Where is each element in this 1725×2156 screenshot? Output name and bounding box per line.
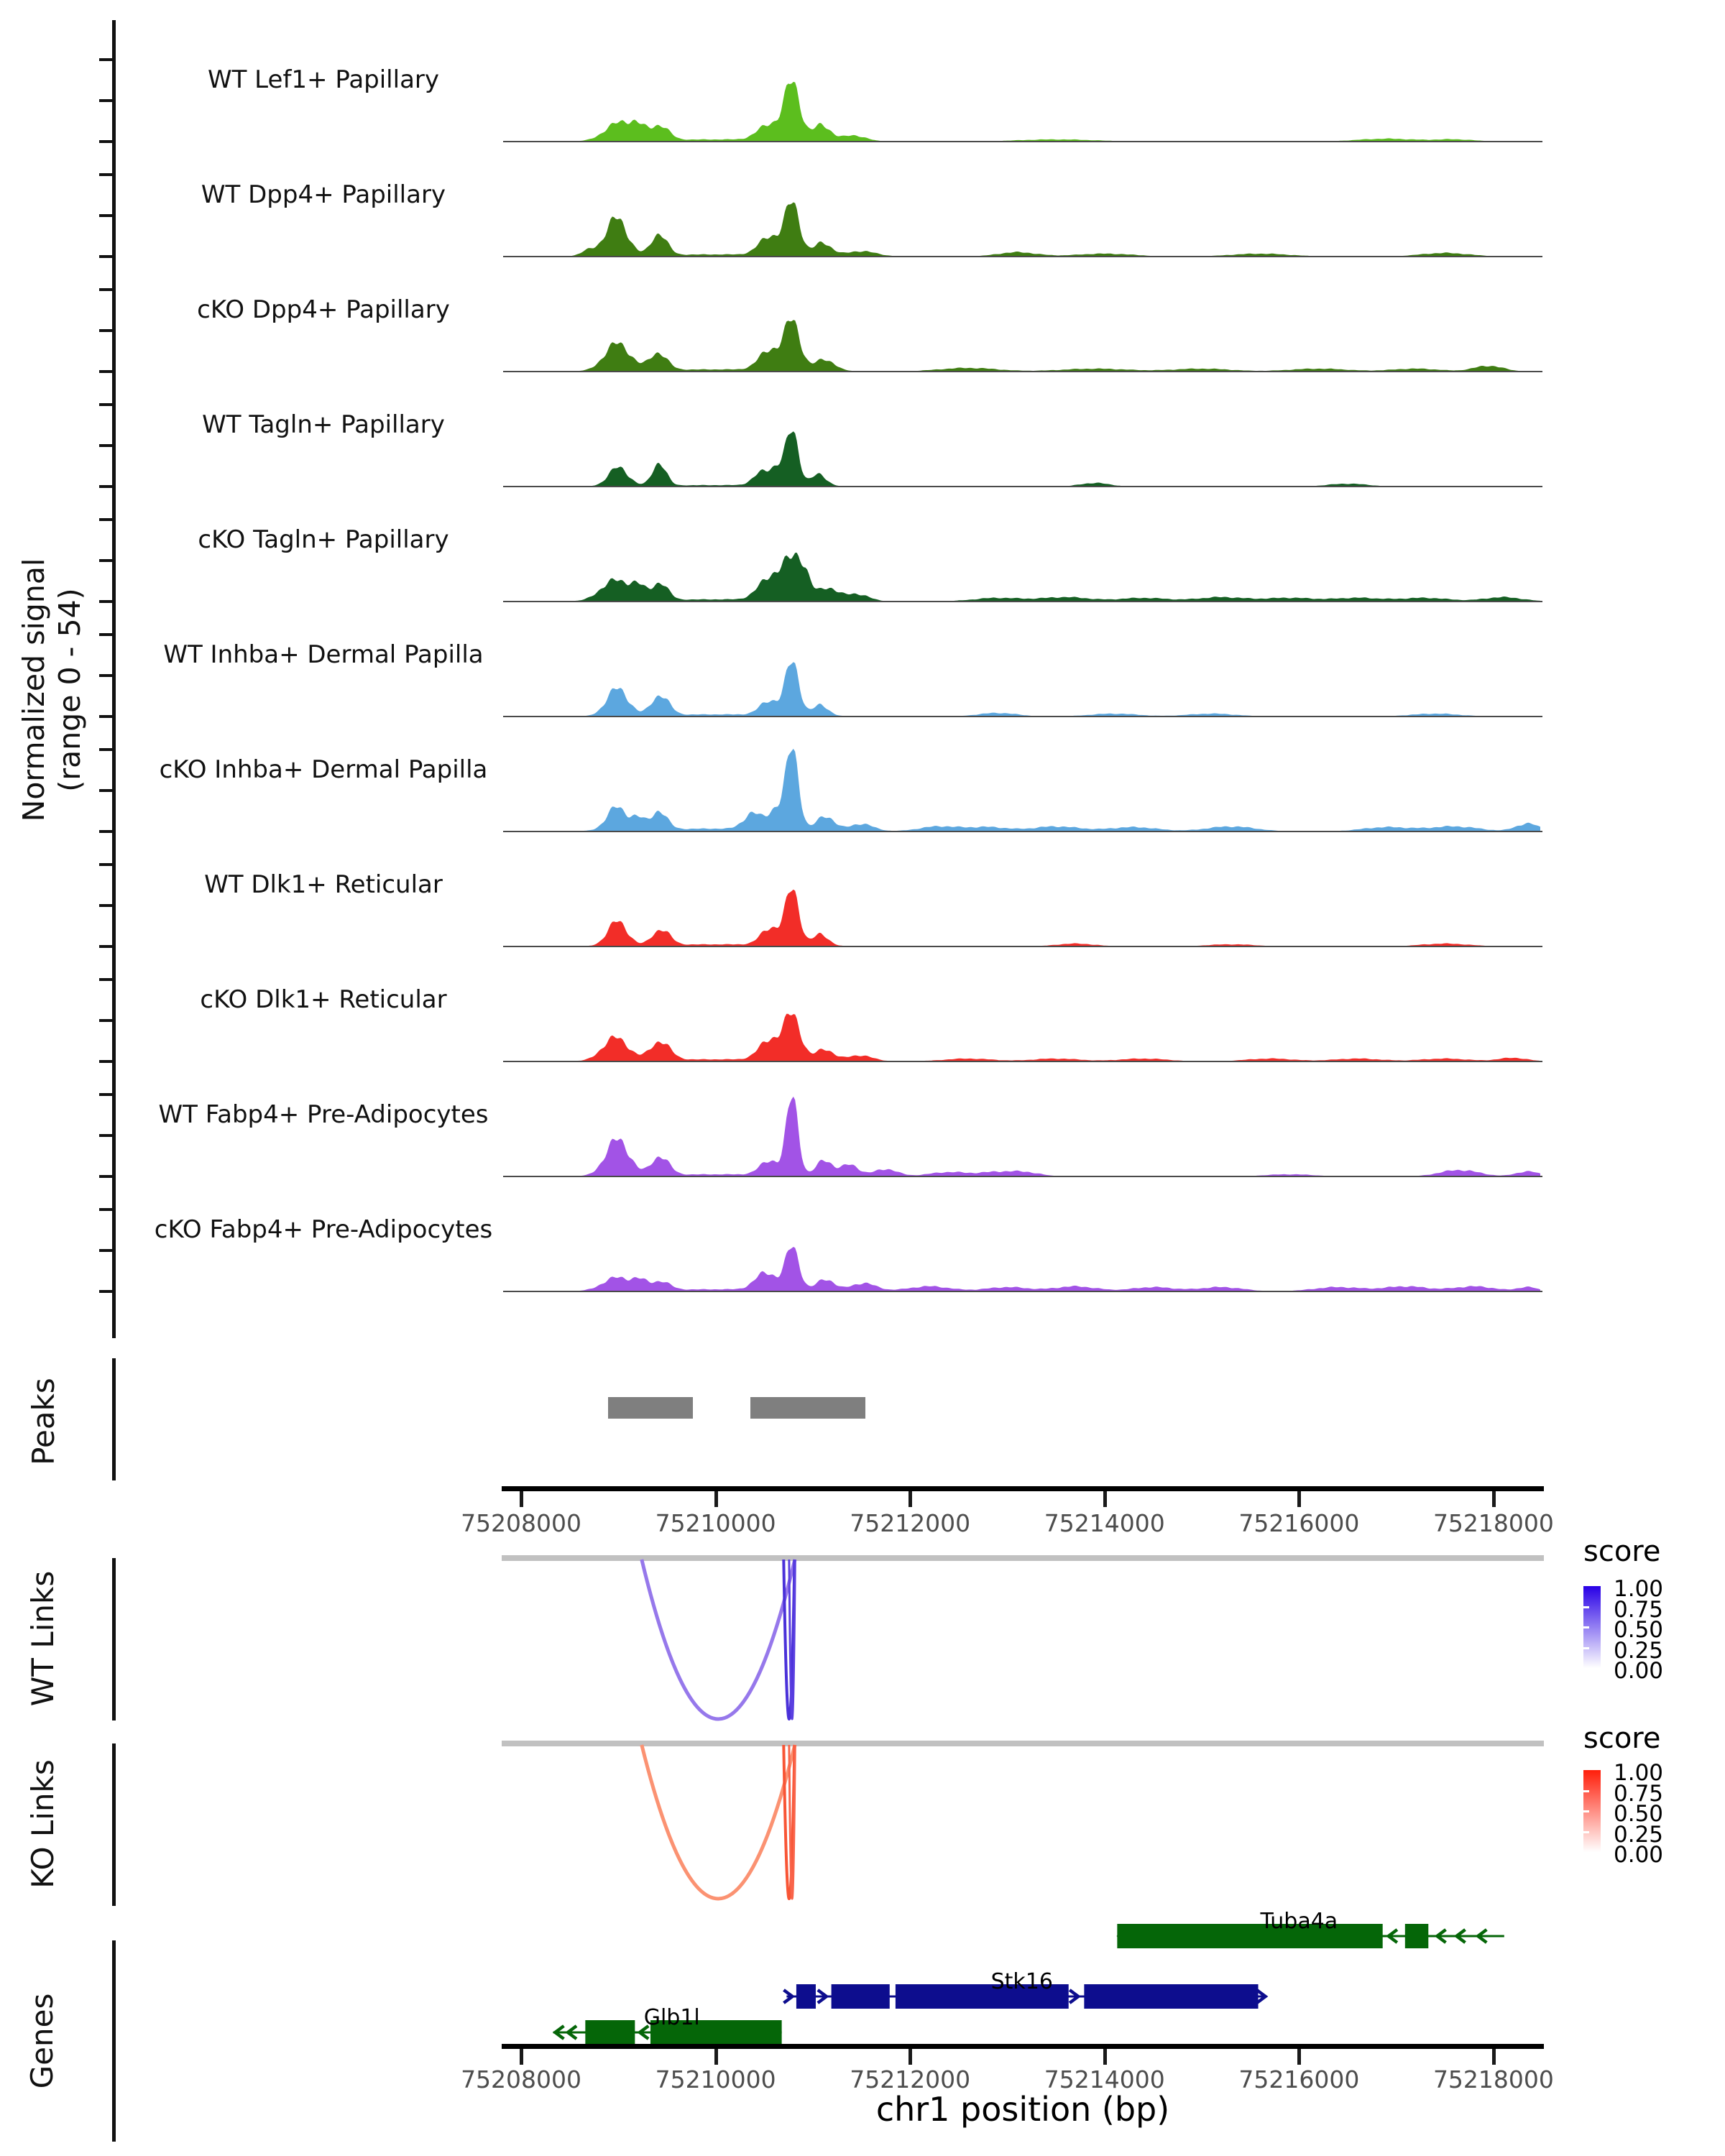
legend-tick <box>1583 1606 1589 1608</box>
y-axis-tick <box>99 370 114 373</box>
coverage-area <box>505 860 1540 946</box>
x-axis-tick-label: 75212000 <box>850 1509 971 1537</box>
y-axis-label <box>16 467 88 913</box>
coverage-area <box>505 170 1540 257</box>
link-arc <box>642 1745 795 1899</box>
wt-links-arcs <box>505 1558 1540 1723</box>
legend-tick <box>1583 1831 1589 1833</box>
legend-tick-label: 0.50 <box>1614 1801 1664 1827</box>
legend-tick-label: 1.00 <box>1614 1760 1664 1786</box>
x-axis-tick <box>520 1491 523 1507</box>
y-axis-tick <box>99 674 114 677</box>
y-axis-tick <box>99 559 114 562</box>
wt-links-axis-line <box>112 1558 116 1720</box>
track-baseline <box>503 141 1542 142</box>
gene-name-label: Stk16 <box>990 1969 1053 1994</box>
y-axis-tick <box>99 1060 114 1063</box>
track-label: WT Tagln+ Papillary <box>202 410 445 439</box>
genes-axis-line <box>112 1940 116 2142</box>
x-axis-tick-label: 75218000 <box>1432 2065 1554 2093</box>
legend-tick-label: 1.00 <box>1614 1576 1664 1602</box>
track-label: WT Dpp4+ Papillary <box>201 180 446 209</box>
coverage-area <box>505 975 1540 1061</box>
track-label: cKO Dlk1+ Reticular <box>200 985 447 1014</box>
track-baseline <box>503 601 1542 602</box>
y-axis-tick <box>99 904 114 907</box>
y-axis-tick <box>99 288 114 291</box>
y-axis-tick <box>99 58 114 61</box>
y-axis-tick <box>99 140 114 143</box>
x-axis-tick-label: 75218000 <box>1432 1509 1554 1537</box>
x-axis-tick <box>714 2049 718 2065</box>
y-axis-tick <box>99 444 114 447</box>
x-axis-tick <box>908 2049 912 2065</box>
coverage-y-axis-line <box>112 20 116 1338</box>
legend-tick-label: 0.50 <box>1614 1617 1664 1643</box>
x-axis-tick-label: 75210000 <box>655 1509 776 1537</box>
x-axis-tick <box>1297 2049 1301 2065</box>
coverage-area <box>505 515 1540 602</box>
coverage-area <box>505 745 1540 831</box>
y-axis-tick <box>99 863 114 866</box>
gene-exon <box>585 2020 635 2045</box>
y-axis-tick <box>99 403 114 406</box>
legend-tick-label: 0.25 <box>1614 1821 1664 1848</box>
legend-tick <box>1583 1810 1589 1812</box>
y-axis-tick <box>99 329 114 332</box>
x-axis-tick-label: 75208000 <box>461 1509 582 1537</box>
peak-interval <box>608 1397 693 1419</box>
ko-links-legend-title: score <box>1583 1722 1661 1755</box>
ko-links-arcs <box>505 1743 1540 1903</box>
track-label: cKO Fabp4+ Pre-Adipocytes <box>154 1215 493 1244</box>
y-axis-label-line2: (range 0 - 54) <box>52 588 87 792</box>
x-axis-tick <box>520 2049 523 2065</box>
legend-tick-label: 0.75 <box>1614 1596 1664 1623</box>
x-axis-bottom-line <box>502 2044 1544 2049</box>
x-axis-tick <box>1103 1491 1107 1507</box>
gene-name-label: Glb1l <box>643 2005 700 2030</box>
y-axis-tick <box>99 1208 114 1211</box>
x-axis-top-line <box>502 1486 1544 1491</box>
peaks-axis-line <box>112 1358 116 1480</box>
coverage-area <box>505 630 1540 717</box>
link-arc <box>642 1560 795 1719</box>
genes-section-label: Genes <box>24 1993 60 2089</box>
y-axis-tick <box>99 830 114 833</box>
y-axis-tick <box>99 1249 114 1252</box>
track-label: cKO Dpp4+ Papillary <box>197 295 450 324</box>
legend-tick-label: 0.00 <box>1614 1842 1664 1868</box>
x-axis-tick-label: 75214000 <box>1044 2065 1165 2093</box>
wt-links-section-label: WT Links <box>24 1570 60 1707</box>
y-axis-tick <box>99 1175 114 1178</box>
gene-exon <box>1117 1924 1382 1948</box>
y-axis-tick <box>99 748 114 751</box>
y-axis-label-line1: Normalized signal <box>17 558 51 822</box>
y-axis-tick <box>99 99 114 102</box>
peaks-section-label: Peaks <box>25 1378 61 1465</box>
legend-tick <box>1583 1790 1589 1792</box>
track-label: cKO Inhba+ Dermal Papilla <box>159 755 488 784</box>
y-axis-tick <box>99 945 114 948</box>
gene-exon <box>1405 1924 1428 1948</box>
track-baseline <box>503 716 1542 717</box>
legend-tick-label: 0.00 <box>1614 1658 1664 1684</box>
peak-interval <box>750 1397 865 1419</box>
coverage-area <box>505 400 1540 487</box>
y-axis-tick <box>99 518 114 521</box>
track-label: cKO Tagln+ Papillary <box>198 525 449 554</box>
x-axis-title: chr1 position (bp) <box>875 2090 1170 2129</box>
track-label: WT Fabp4+ Pre-Adipocytes <box>158 1100 489 1129</box>
y-axis-tick <box>99 1019 114 1022</box>
gene-models <box>505 1904 1540 2048</box>
y-axis-tick <box>99 485 114 488</box>
track-label: WT Lef1+ Papillary <box>207 65 440 94</box>
track-baseline <box>503 831 1542 832</box>
coverage-area <box>505 1205 1540 1291</box>
track-baseline <box>503 1176 1542 1177</box>
track-baseline <box>503 1061 1542 1062</box>
x-axis-tick-label: 75214000 <box>1044 1509 1165 1537</box>
y-axis-tick <box>99 214 114 217</box>
x-axis-tick-label: 75216000 <box>1238 1509 1360 1537</box>
y-axis-tick <box>99 173 114 176</box>
y-axis-tick <box>99 789 114 792</box>
gene-exon <box>832 1984 890 2009</box>
track-baseline <box>503 1291 1542 1292</box>
x-axis-tick <box>1103 2049 1107 2065</box>
coverage-area <box>505 55 1540 142</box>
ko-links-axis-line <box>112 1743 116 1906</box>
gene-exon <box>1084 1984 1258 2009</box>
track-baseline <box>503 256 1542 257</box>
coverage-area <box>505 285 1540 372</box>
wt-links-legend-title: score <box>1583 1535 1661 1568</box>
legend-tick <box>1583 1626 1589 1628</box>
coverage-area <box>505 1090 1540 1176</box>
gene-name-label: Tuba4a <box>1260 1909 1338 1934</box>
x-axis-tick-label: 75210000 <box>655 2065 776 2093</box>
x-axis-tick <box>908 1491 912 1507</box>
track-label: WT Dlk1+ Reticular <box>204 870 443 899</box>
y-axis-tick <box>99 633 114 636</box>
legend-tick-label: 0.25 <box>1614 1637 1664 1664</box>
x-axis-tick <box>1492 1491 1496 1507</box>
x-axis-tick-label: 75208000 <box>461 2065 582 2093</box>
track-label: WT Inhba+ Dermal Papilla <box>163 640 484 669</box>
legend-tick-label: 0.75 <box>1614 1780 1664 1807</box>
x-axis-tick <box>1297 1491 1301 1507</box>
y-axis-tick <box>99 1290 114 1293</box>
gene-exon <box>796 1984 816 2009</box>
y-axis-tick <box>99 255 114 258</box>
track-baseline <box>503 946 1542 947</box>
x-axis-tick-label: 75216000 <box>1238 2065 1360 2093</box>
ko-links-section-label: KO Links <box>24 1759 60 1889</box>
y-axis-tick <box>99 715 114 718</box>
y-axis-tick <box>99 1093 114 1096</box>
x-axis-tick <box>714 1491 718 1507</box>
x-axis-tick <box>1492 2049 1496 2065</box>
track-baseline <box>503 486 1542 487</box>
track-baseline <box>503 371 1542 372</box>
x-axis-tick-label: 75212000 <box>850 2065 971 2093</box>
y-axis-tick <box>99 978 114 981</box>
y-axis-tick <box>99 600 114 603</box>
y-axis-tick <box>99 1134 114 1137</box>
legend-tick <box>1583 1647 1589 1649</box>
